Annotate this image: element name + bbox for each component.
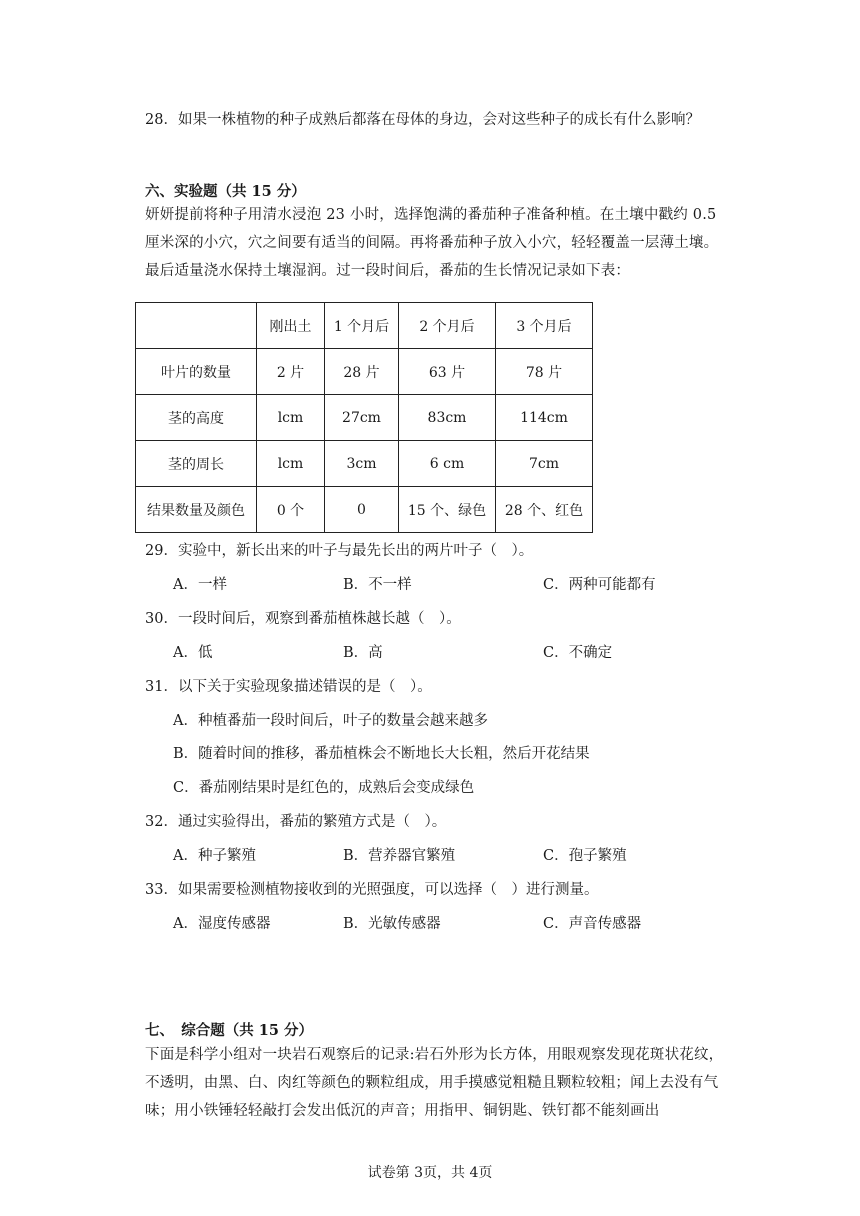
section-7-title: 七、 综合题（共 15 分） — [145, 1022, 314, 1039]
q30-option-b: B．高 — [343, 645, 383, 661]
table-cell: 63 片 — [399, 349, 496, 395]
question-30-stem: 30．一段时间后，观察到番茄植株越长越（ ）。 — [145, 611, 461, 627]
table-row — [136, 349, 593, 395]
question-33-stem: 33．如果需要检测植物接收到的光照强度，可以选择（ ）进行测量。 — [145, 882, 599, 898]
growth-record-table — [135, 302, 593, 533]
table-cell: 2 片 — [257, 349, 325, 395]
table-cell: 3 个月后 — [496, 303, 593, 349]
table-cell: 结果数量及颜色 — [136, 487, 257, 533]
page-footer: 试卷第 3页，共 4页 — [367, 1165, 493, 1181]
table-cell: 茎的周长 — [136, 441, 257, 487]
section-7-intro: 下面是科学小组对一块岩石观察后的记录:岩石外形为长方体，用眼观察发现花斑状花纹，不透明，由黑、白、肉红等颜色的颗粒组成，用手摸感觉粗糙且颗粒较粗；闻上去没有气味；用小铁锤轻轻敲打会发出低沉的声音；用指甲、铜钥匙、铁钉都不能刻画出 — [145, 1047, 724, 1119]
question-28: 28．如果一株植物的种子成熟后都落在母体的身边，会对这些种子的成长有什么影响？ — [145, 112, 700, 128]
table-cell: 0 — [325, 487, 399, 533]
table-row — [136, 487, 593, 533]
section-6-intro: 妍妍提前将种子用清水浸泡 23 小时，选择饱满的番茄种子准备种植。在土壤中戳约 0.5 厘米深的小穴，穴之间要有适当的间隔。再将番茄种子放入小穴，轻轻覆盖一层薄土壤。最后适量浇水保持土壤湿润。过一段时间后，番茄的生长情况记录如下表： — [145, 207, 719, 279]
q31-option-b: B．随着时间的推移，番茄植株会不断地长大长粗，然后开花结果 — [173, 746, 590, 762]
table-cell: lcm — [257, 441, 325, 487]
question-32-stem: 32．通过实验得出，番茄的繁殖方式是（ ）。 — [145, 814, 447, 830]
question-31-stem: 31．以下关于实验现象描述错误的是（ ）。 — [145, 679, 432, 695]
table-cell: 27cm — [325, 395, 399, 441]
q32-option-b: B．营养器官繁殖 — [343, 848, 456, 864]
section-6-title: 六、实验题（共 15 分） — [145, 183, 306, 200]
q31-option-c: C．番茄刚结果时是红色的，成熟后会变成绿色 — [173, 780, 475, 796]
table-cell: 114cm — [496, 395, 593, 441]
table-cell: 茎的高度 — [136, 395, 257, 441]
q33-option-a: A．湿度传感器 — [173, 916, 271, 932]
q29-option-a: A．一样 — [173, 577, 227, 593]
q33-option-c: C．声音传感器 — [543, 916, 642, 932]
table-row — [136, 395, 593, 441]
table-cell: lcm — [257, 395, 325, 441]
table-cell: 1 个月后 — [325, 303, 399, 349]
table-cell: 7cm — [496, 441, 593, 487]
table-cell: 28 片 — [325, 349, 399, 395]
table-cell — [136, 303, 257, 349]
table-cell: 28 个、红色 — [496, 487, 593, 533]
table-header-row — [136, 303, 593, 349]
table-cell: 叶片的数量 — [136, 349, 257, 395]
table-cell: 83cm — [399, 395, 496, 441]
q29-option-c: C．两种可能都有 — [543, 577, 656, 593]
table-cell: 3cm — [325, 441, 399, 487]
table-cell: 15 个、绿色 — [399, 487, 496, 533]
q30-option-c: C．不确定 — [543, 645, 613, 661]
q29-option-b: B．不一样 — [343, 577, 412, 593]
table-row — [136, 441, 593, 487]
q32-option-a: A．种子繁殖 — [173, 848, 256, 864]
table-cell: 刚出土 — [257, 303, 325, 349]
q32-option-c: C．孢子繁殖 — [543, 848, 627, 864]
table-cell: 78 片 — [496, 349, 593, 395]
question-29-stem: 29．实验中，新长出来的叶子与最先长出的两片叶子（ ）。 — [145, 543, 534, 559]
table-cell: 6 cm — [399, 441, 496, 487]
q33-option-b: B．光敏传感器 — [343, 916, 441, 932]
q31-option-a: A．种植番茄一段时间后，叶子的数量会越来越多 — [173, 713, 488, 729]
q30-option-a: A．低 — [173, 645, 213, 661]
table-cell: 0 个 — [257, 487, 325, 533]
table-cell: 2 个月后 — [399, 303, 496, 349]
